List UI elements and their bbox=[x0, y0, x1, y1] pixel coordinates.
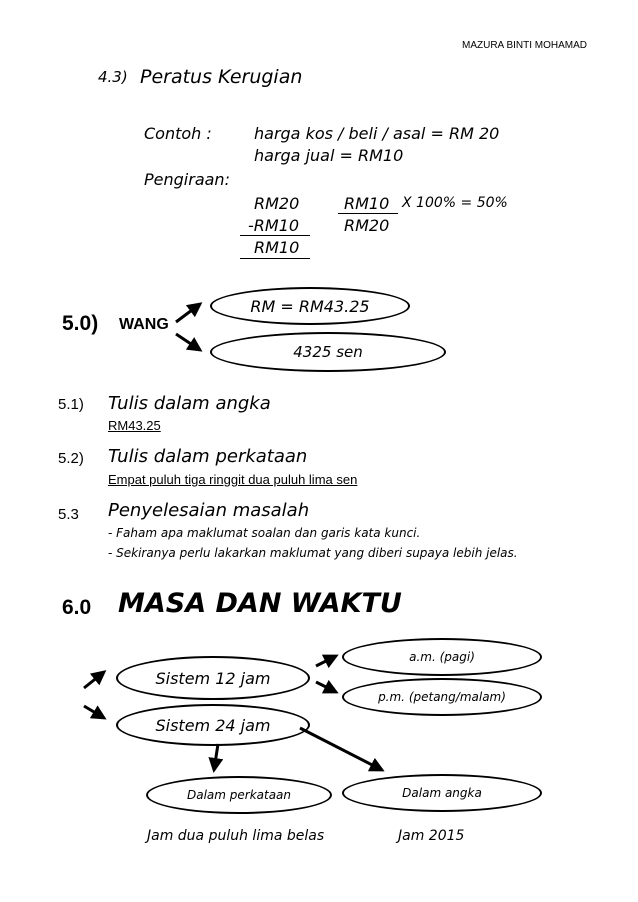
arrow-dalam-perkataan bbox=[214, 744, 218, 770]
fraction-rest: X 100% = 50% bbox=[402, 195, 508, 211]
ellipse-sen bbox=[210, 332, 446, 372]
fraction-denominator: RM20 bbox=[344, 216, 390, 235]
arrow-dalam-angka bbox=[300, 728, 382, 770]
section-5-2-number: 5.2) bbox=[58, 450, 84, 467]
ellipse-dalam-angka bbox=[342, 774, 542, 812]
dalam-angka-label: Dalam angka bbox=[402, 786, 482, 800]
arrow-wang-rm bbox=[176, 304, 200, 322]
section-5-number: 5.0) bbox=[62, 312, 99, 335]
ellipse-dalam-perkataan bbox=[146, 776, 332, 814]
dalam-perkataan-label: Dalam perkataan bbox=[186, 788, 292, 802]
ellipse-sistem-24 bbox=[116, 704, 310, 746]
ellipse-am bbox=[342, 638, 542, 676]
pengiraan-label: Pengiraan: bbox=[144, 170, 230, 189]
ellipse-sistem-12 bbox=[116, 656, 310, 700]
calc-minus: -RM10 bbox=[248, 216, 300, 235]
ellipse-rm bbox=[210, 287, 410, 325]
pm-label: p.m. (petang/malam) bbox=[378, 690, 506, 704]
ellipse-rm-label: RM = RM43.25 bbox=[250, 296, 370, 316]
example-number: Jam 2015 bbox=[398, 828, 465, 844]
am-label: a.m. (pagi) bbox=[409, 650, 475, 664]
section-5-3-point-2: - Sekiranya perlu lakarkan maklumat yang diberi supaya lebih jelas. bbox=[108, 546, 518, 560]
arrow-sistem-24 bbox=[84, 706, 104, 718]
section-5-2-title: Tulis dalam perkataan bbox=[108, 446, 308, 467]
section-4-3-title: Peratus Kerugian bbox=[140, 66, 303, 88]
section-5-1-number: 5.1) bbox=[58, 396, 84, 413]
section-4-3-number: 4.3) bbox=[98, 68, 128, 86]
section-6-number: 6.0 bbox=[62, 596, 92, 619]
section-5-3-number: 5.3 bbox=[58, 506, 79, 523]
calc-divider-2 bbox=[240, 258, 310, 259]
sistem-24-label: Sistem 24 jam bbox=[155, 715, 271, 735]
section-5-2-answer: Empat puluh tiga ringgit dua puluh lima sen bbox=[108, 472, 358, 487]
contoh-line-2: harga jual = RM10 bbox=[254, 146, 404, 165]
author-header: MAZURA BINTI MOHAMAD bbox=[462, 40, 588, 51]
arrow-pm bbox=[316, 682, 336, 692]
fraction-numerator: RM10 bbox=[344, 194, 390, 213]
section-5-1-title: Tulis dalam angka bbox=[108, 393, 271, 414]
ellipse-sen-label: 4325 sen bbox=[293, 343, 363, 361]
calc-divider-1 bbox=[240, 235, 310, 236]
contoh-label: Contoh : bbox=[144, 124, 212, 143]
calc-result: RM10 bbox=[254, 238, 300, 257]
section-5-3-point-1: - Faham apa maklumat soalan dan garis kata kunci. bbox=[108, 526, 421, 540]
arrow-wang-sen bbox=[176, 334, 200, 350]
arrow-am bbox=[316, 656, 336, 666]
contoh-line-1: harga kos / beli / asal = RM 20 bbox=[254, 124, 500, 143]
section-5-3-title: Penyelesaian masalah bbox=[108, 500, 310, 521]
section-5-title: WANG bbox=[119, 316, 169, 333]
example-words: Jam dua puluh lima belas bbox=[147, 828, 325, 844]
arrow-sistem-12 bbox=[84, 672, 104, 688]
sistem-12-label: Sistem 12 jam bbox=[155, 668, 271, 688]
fraction-bar bbox=[338, 213, 398, 214]
section-6-title: MASA DAN WAKTU bbox=[118, 588, 402, 619]
ellipse-pm bbox=[342, 678, 542, 716]
section-5-1-answer: RM43.25 bbox=[108, 418, 161, 433]
calc-top: RM20 bbox=[254, 194, 300, 213]
